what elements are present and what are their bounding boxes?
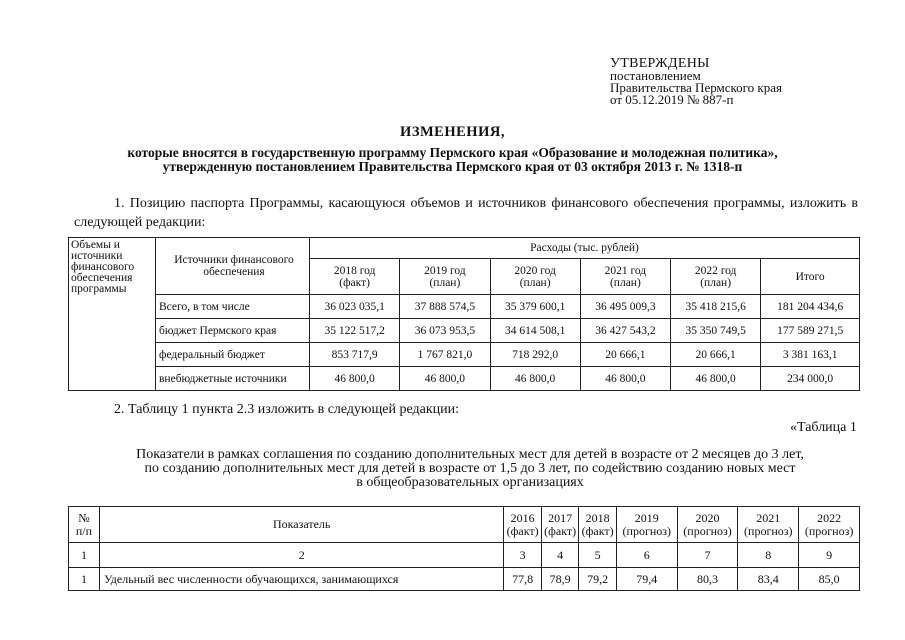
value-cell: 79,4: [616, 568, 677, 591]
total-cell: 177 589 271,5: [761, 319, 860, 343]
table-row: [69, 367, 860, 391]
year-header: 2022 год (план): [671, 259, 761, 295]
year-header: 2020 (прогноз): [677, 507, 738, 543]
column-number: 6: [616, 543, 677, 568]
table-row: [69, 343, 860, 367]
total-cell: 234 000,0: [761, 367, 860, 391]
column-number: 1: [69, 543, 100, 568]
value-cell: 35 418 215,6: [671, 295, 761, 319]
value-cell: 36 073 953,5: [400, 319, 490, 343]
year-header: 2019 (прогноз): [616, 507, 677, 543]
source-cell: бюджет Пермского края: [156, 319, 310, 343]
value-cell: 36 427 543,2: [580, 319, 670, 343]
year-header: 2020 год (план): [490, 259, 580, 295]
caption-line: Показатели в рамках соглашения по созданию дополнительных мест для детей в возрасте от 2 месяцев до 3 лет,: [136, 447, 804, 462]
table-caption: [0, 448, 905, 490]
value-cell: 36 495 009,3: [580, 295, 670, 319]
value-cell: 853 717,9: [310, 343, 400, 367]
column-number: 4: [541, 543, 579, 568]
source-cell: Всего, в том числе: [156, 295, 310, 319]
approval-line: Правительства Пермского края: [610, 80, 782, 95]
table-row: [69, 568, 860, 591]
value-cell: 46 800,0: [400, 367, 490, 391]
paragraph-1: 1. Позицию паспорта Программы, касающуюся объемов и источников финансового обеспечения программы, изложить в следующей редакции:: [74, 196, 858, 230]
value-cell: 20 666,1: [671, 343, 761, 367]
table-note: «Таблица 1: [790, 420, 857, 435]
table-row: [69, 319, 860, 343]
year-header: 2021 (прогноз): [738, 507, 799, 543]
year-header: 2021 год (план): [580, 259, 670, 295]
value-cell: 85,0: [799, 568, 860, 591]
column-number: 2: [99, 543, 503, 568]
sources-header: Источники финансового обеспечения: [156, 238, 310, 295]
value-cell: 34 614 508,1: [490, 319, 580, 343]
year-header: 2022 (прогноз): [799, 507, 860, 543]
approval-stamp: [610, 58, 870, 106]
table-row: [69, 295, 860, 319]
finance-row-label: Объемы и источники финансового обеспечения программы: [69, 238, 156, 391]
value-cell: 1 767 821,0: [400, 343, 490, 367]
column-number: 3: [504, 543, 542, 568]
indicators-table: [68, 506, 860, 591]
value-cell: 718 292,0: [490, 343, 580, 367]
document-subtitle: [0, 146, 905, 174]
value-cell: 79,2: [579, 568, 617, 591]
column-number: 8: [738, 543, 799, 568]
year-header: 2017 (факт): [541, 507, 579, 543]
year-header: 2018 год (факт): [310, 259, 400, 295]
expenses-header: Расходы (тыс. рублей): [310, 238, 860, 259]
row-number: 1: [69, 568, 100, 591]
source-cell: внебюджетные источники: [156, 367, 310, 391]
value-cell: 36 023 035,1: [310, 295, 400, 319]
caption-line: по созданию дополнительных мест для детей в возрасте от 1,5 до 3 лет, по содействию созданию новых мест: [144, 461, 796, 476]
year-header: 2018 (факт): [579, 507, 617, 543]
value-cell: 78,9: [541, 568, 579, 591]
year-header: 2019 год (план): [400, 259, 490, 295]
approval-head: УТВЕРЖДЕНЫ: [610, 56, 710, 71]
value-cell: 35 122 517,2: [310, 319, 400, 343]
paragraph-2: 2. Таблицу 1 пункта 2.3 изложить в следующей редакции:: [114, 402, 460, 417]
column-number: 7: [677, 543, 738, 568]
caption-line: в общеобразовательных организациях: [356, 475, 584, 490]
total-cell: 181 204 434,6: [761, 295, 860, 319]
document-title: ИЗМЕНЕНИЯ,: [400, 124, 505, 140]
value-cell: 46 800,0: [310, 367, 400, 391]
value-cell: 37 888 574,5: [400, 295, 490, 319]
approval-line: от 05.12.2019 № 887-п: [610, 92, 734, 107]
value-cell: 20 666,1: [580, 343, 670, 367]
finance-table: [68, 237, 860, 391]
column-number: 9: [799, 543, 860, 568]
value-cell: 35 350 749,5: [671, 319, 761, 343]
total-cell: 3 381 163,1: [761, 343, 860, 367]
approval-line: постановлением: [610, 68, 701, 83]
value-cell: 46 800,0: [490, 367, 580, 391]
column-number: 5: [579, 543, 617, 568]
indicator-header: Показатель: [99, 507, 503, 543]
num-header: № п/п: [69, 507, 100, 543]
numbering-row: [69, 543, 860, 568]
subtitle-line: которые вносятся в государственную программу Пермского края «Образование и молодежная политика»,: [127, 145, 778, 160]
value-cell: 77,8: [504, 568, 542, 591]
subtitle-line: утвержденную постановлением Правительства Пермского края от 03 октября 2013 г. № 1318-п: [162, 159, 743, 174]
value-cell: 83,4: [738, 568, 799, 591]
value-cell: 80,3: [677, 568, 738, 591]
year-header: 2016 (факт): [504, 507, 542, 543]
source-cell: федеральный бюджет: [156, 343, 310, 367]
value-cell: 46 800,0: [671, 367, 761, 391]
total-header: Итого: [761, 259, 860, 295]
value-cell: 35 379 600,1: [490, 295, 580, 319]
indicator-cell: Удельный вес численности обучающихся, занимающихся: [99, 568, 503, 591]
value-cell: 46 800,0: [580, 367, 670, 391]
